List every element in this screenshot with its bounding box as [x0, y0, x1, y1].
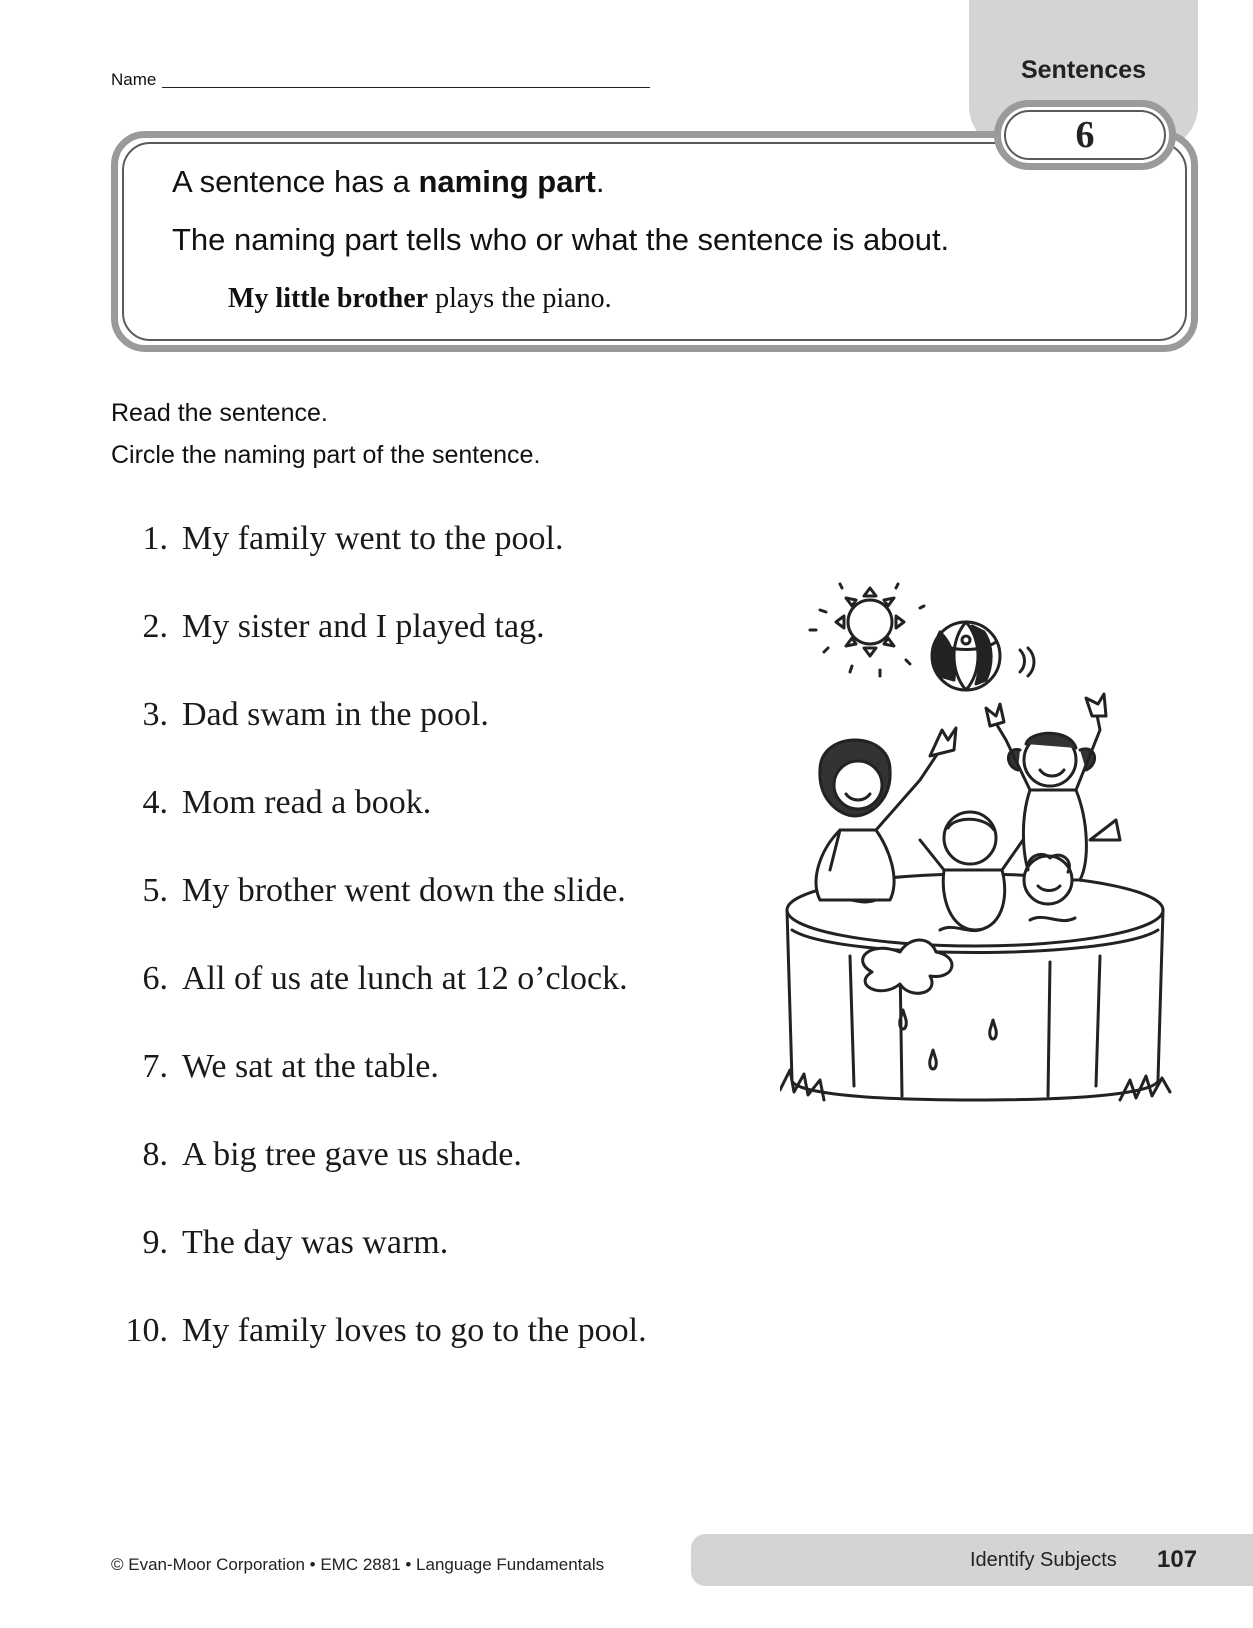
instruction-read: Read the sentence.	[111, 399, 328, 427]
exercise-item[interactable]: 7. We sat at the table.	[142, 1048, 439, 1085]
exercise-item[interactable]: 5. My brother went down the slide.	[142, 872, 626, 909]
rule-definition: A sentence has a naming part.	[172, 164, 605, 199]
exercise-sentence[interactable]: Mom read a book.	[182, 784, 432, 821]
section-title: Sentences	[1020, 56, 1147, 84]
exercise-sentence[interactable]: My family loves to go to the pool.	[182, 1312, 647, 1349]
lesson-number-badge	[994, 100, 1176, 170]
exercise-item[interactable]: 3. Dad swam in the pool.	[142, 696, 489, 733]
exercise-sentence[interactable]: Dad swam in the pool.	[182, 696, 489, 733]
copyright-text: © Evan-Moor Corporation • EMC 2881 • Language Fundamentals	[111, 1555, 605, 1574]
exercise-sentence[interactable]: We sat at the table.	[182, 1048, 439, 1085]
name-label: Name	[111, 70, 157, 89]
sun-icon	[810, 584, 924, 676]
rule-explanation: The naming part tells who or what the sentence is about.	[172, 222, 950, 257]
exercise-item[interactable]: 6. All of us ate lunch at 12 o’clock.	[142, 960, 628, 997]
exercise-item[interactable]: 1. My family went to the pool.	[142, 520, 564, 557]
beach-ball-icon	[932, 622, 1034, 690]
exercise-item[interactable]: 2. My sister and I played tag.	[142, 608, 545, 645]
exercise-item[interactable]: 9. The day was warm.	[142, 1224, 449, 1261]
rule-keyword: naming part	[418, 164, 596, 199]
exercise-sentence[interactable]: A big tree gave us shade.	[182, 1136, 522, 1173]
exercise-item[interactable]: 8. A big tree gave us shade.	[142, 1136, 522, 1173]
pool-illustration	[780, 580, 1200, 1120]
exercise-item[interactable]: 10. My family loves to go to the pool.	[125, 1312, 647, 1349]
name-field-line[interactable]	[162, 74, 650, 88]
exercise-item[interactable]: 4. Mom read a book.	[142, 784, 432, 821]
children-icon	[816, 694, 1120, 930]
example-naming-part: My little brother	[228, 283, 429, 314]
page-number: 107	[1157, 1546, 1198, 1573]
skill-label: Identify Subjects	[970, 1549, 1117, 1571]
exercise-sentence[interactable]: My sister and I played tag.	[182, 608, 545, 645]
lesson-number: 6	[1004, 110, 1166, 160]
instruction-circle: Circle the naming part of the sentence.	[111, 441, 541, 469]
exercise-sentence[interactable]: My brother went down the slide.	[182, 872, 626, 909]
rule-example: My little brother plays the piano.	[228, 283, 612, 314]
exercise-sentence[interactable]: The day was warm.	[182, 1224, 449, 1261]
name-row	[111, 70, 650, 90]
exercise-sentence[interactable]: My family went to the pool.	[182, 520, 564, 557]
exercise-sentence[interactable]: All of us ate lunch at 12 o’clock.	[182, 960, 628, 997]
